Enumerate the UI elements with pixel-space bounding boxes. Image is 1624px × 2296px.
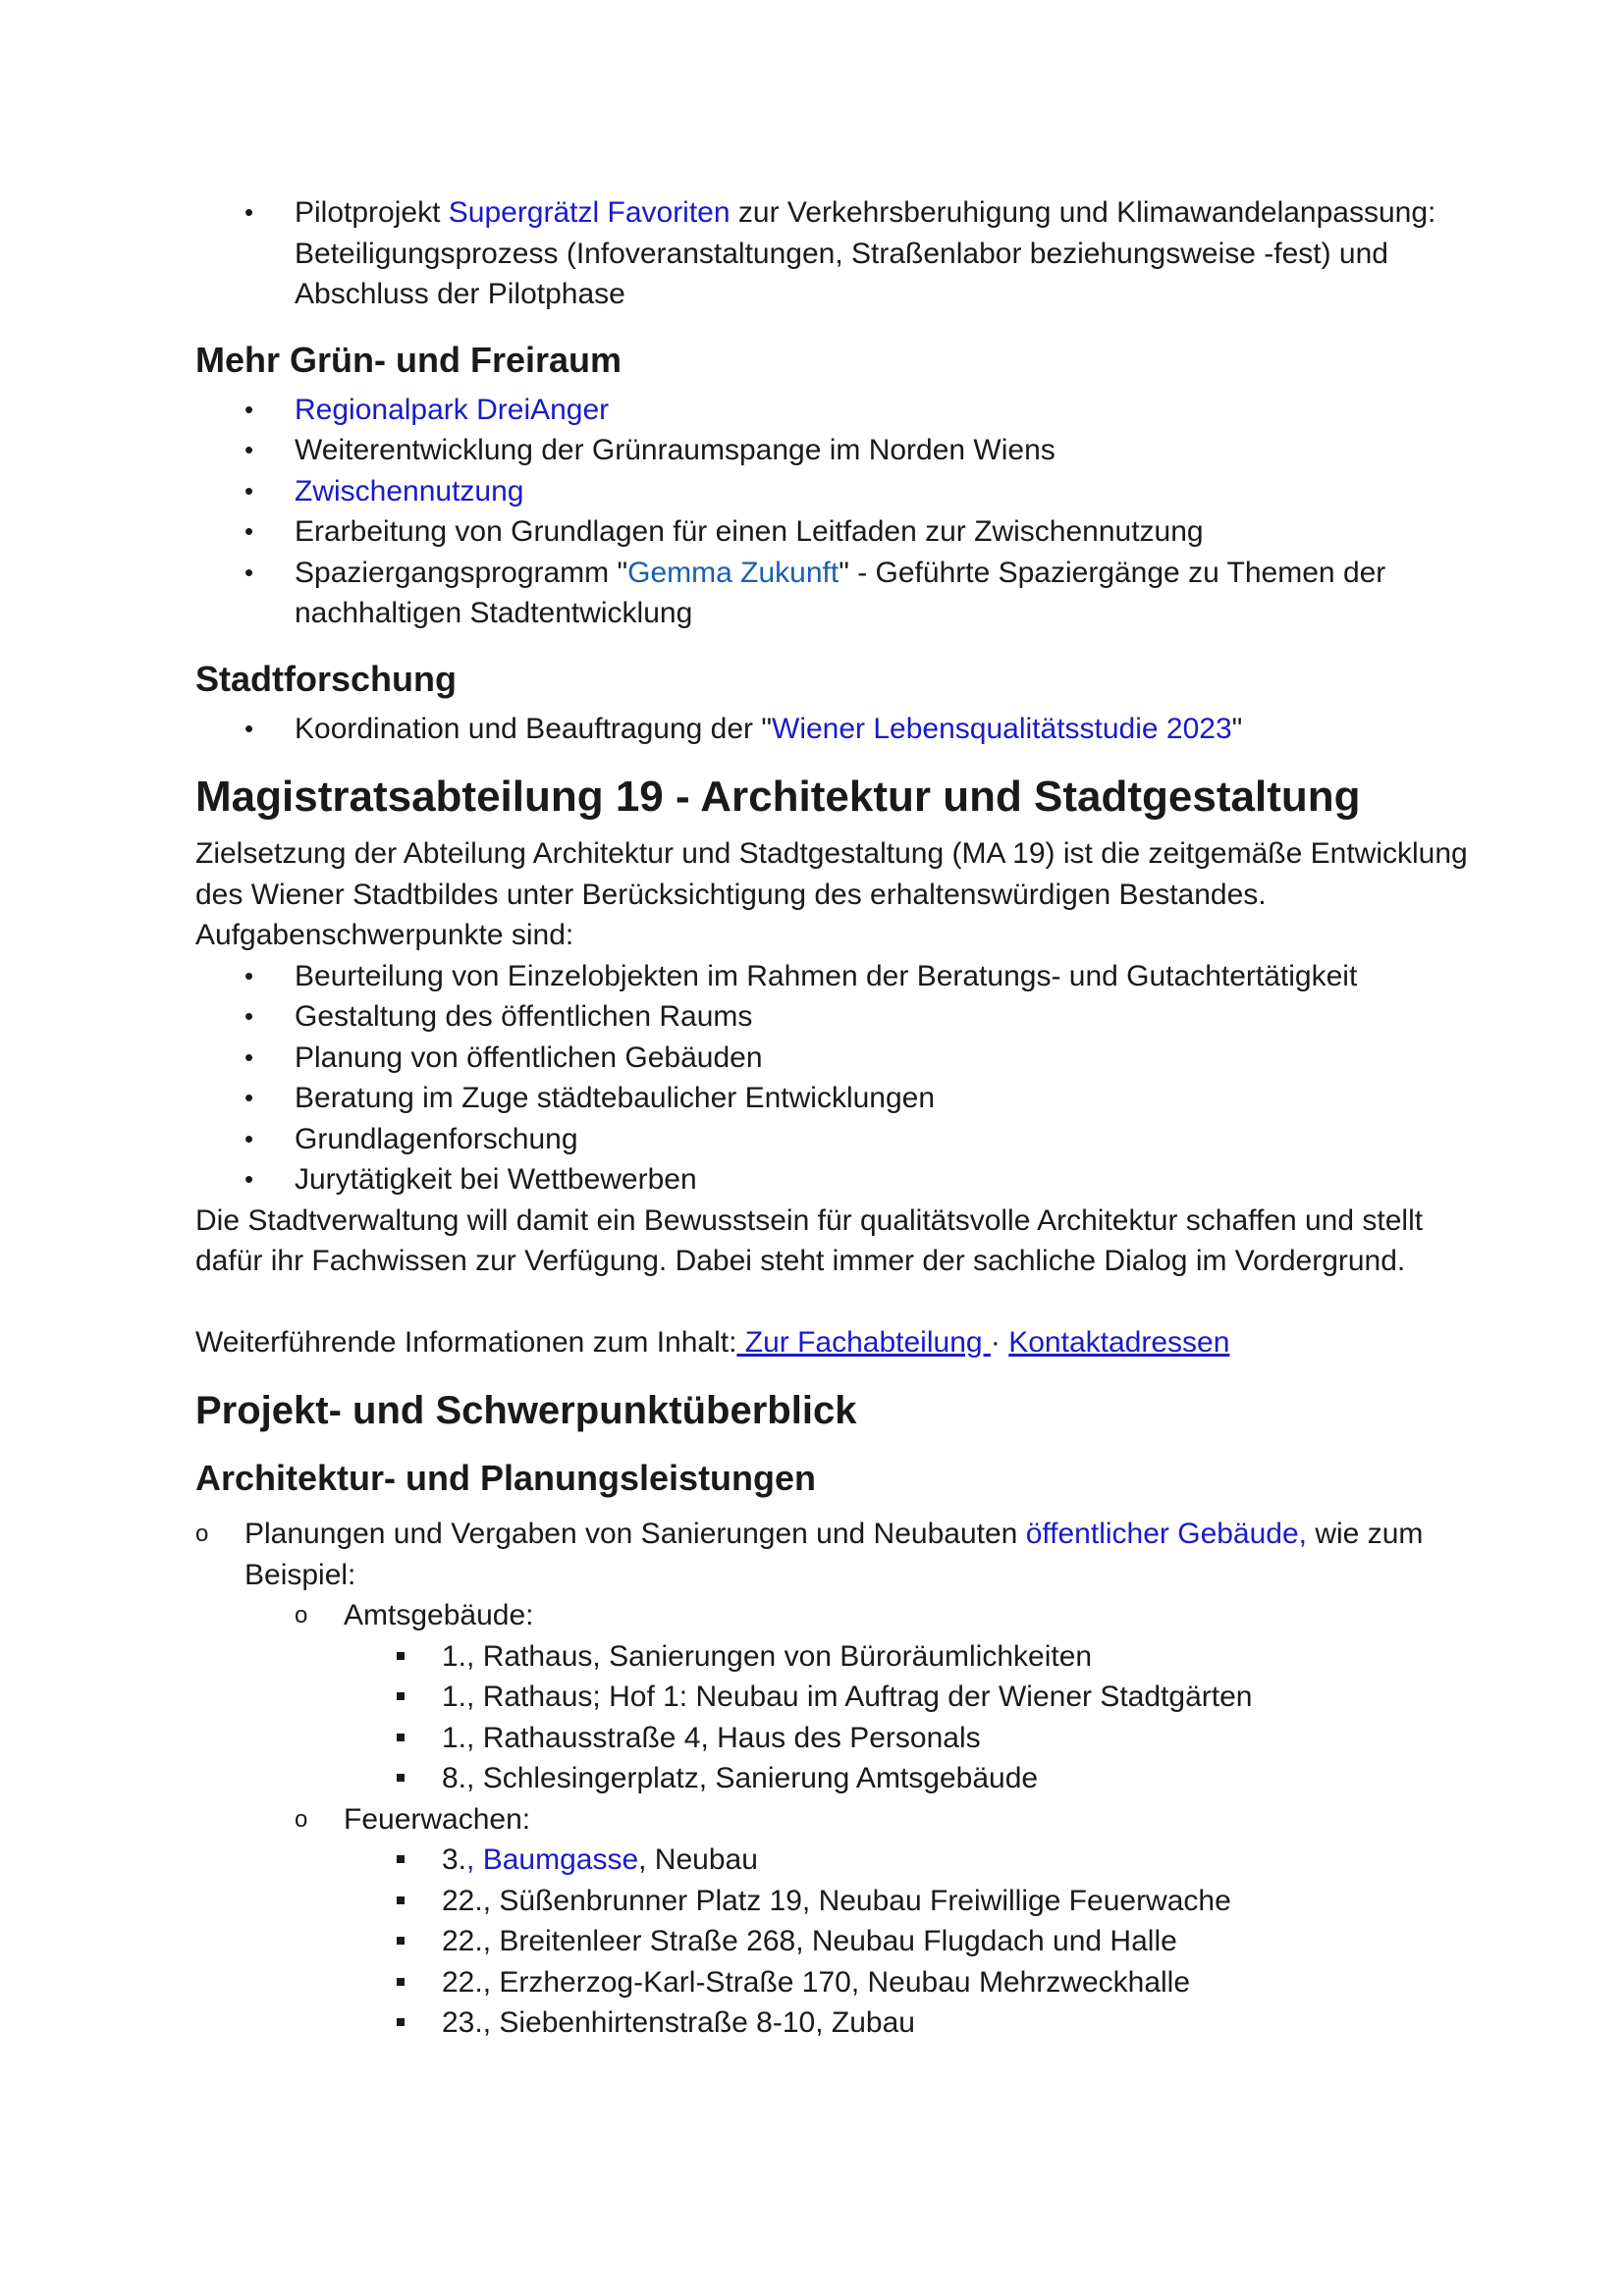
list-item: 1., Rathaus; Hof 1: Neubau im Auftrag der Wiener Stadtgärten xyxy=(195,1677,1472,1718)
kontaktadressen-link[interactable]: Kontaktadressen xyxy=(1008,1325,1230,1359)
heading-architektur-planungsleistungen: Architektur- und Planungsleistungen xyxy=(195,1458,817,1498)
list-item: • Weiterentwicklung der Grünraumspange im Norden Wiens xyxy=(195,430,1472,471)
list-item: 1., Rathaus, Sanierungen von Büroräumlichkeiten xyxy=(195,1636,1472,1678)
list-item xyxy=(195,390,1472,431)
zwischennutzung-link[interactable]: Zwischennutzung xyxy=(295,474,524,507)
list-item: 22., Süßenbrunner Platz 19, Neubau Freiwillige Feuerwache xyxy=(195,1881,1472,1922)
list-item: o Planungen und Vergaben von Sanierungen und Neubauten öffentlicher Gebäude, wie zum Beispiel: xyxy=(195,1514,1472,1595)
ma19-outro: Die Stadtverwaltung will damit ein Bewusstsein für qualitätsvolle Architektur schaffen und stellt dafür ihr Fachwissen zur Verfügung. Dabei steht immer der sachliche Dialog im Vordergrund. xyxy=(195,1203,1424,1277)
list-item: • Gestaltung des öffentlichen Raums xyxy=(195,996,1472,1038)
gemma-zukunft-link[interactable]: Gemma Zukunft xyxy=(627,556,839,589)
ma19-intro: Zielsetzung der Abteilung Architektur und Stadtgestaltung (MA 19) ist die zeitgemäße Entwicklung des Wiener Stadtbildes unter Berücksichtigung des erhaltenswürdigen Bestandes. Aufgabenschwerpunkte sind: xyxy=(195,837,1468,951)
list-item xyxy=(195,471,1472,512)
list-item: 22., Breitenleer Straße 268, Neubau Flugdach und Halle xyxy=(195,1921,1472,1962)
list-item: o Feuerwachen: xyxy=(195,1799,1472,1841)
list-item: 3., Baumgasse, Neubau xyxy=(195,1840,1472,1881)
list-item: • Beratung im Zuge städtebaulicher Entwicklungen xyxy=(195,1078,1472,1119)
list-item: 8., Schlesingerplatz, Sanierung Amtsgebäude xyxy=(195,1758,1472,1799)
list-item: • Jurytätigkeit bei Wettbewerben xyxy=(195,1159,1472,1201)
page-content xyxy=(195,192,1472,2044)
top-bullet-list xyxy=(195,192,1472,315)
forschung-list xyxy=(195,709,1472,750)
further-info-line: Weiterführende Informationen zum Inhalt: Zur Fachabteilung · Kontaktadressen xyxy=(195,1325,1230,1359)
baumgasse-link[interactable]: , Baumgasse xyxy=(466,1843,639,1876)
projekt-list xyxy=(195,1514,1472,2044)
list-item: o Amtsgebäude: xyxy=(195,1595,1472,1636)
list-item: • Grundlagenforschung xyxy=(195,1119,1472,1160)
heading-projektueberblick: Projekt- und Schwerpunktüberblick xyxy=(195,1389,857,1432)
heading-ma19: Magistratsabteilung 19 - Architektur und Stadtgestaltung xyxy=(195,773,1361,821)
lebensqualitaetsstudie-link[interactable]: Wiener Lebensqualitätsstudie 2023 xyxy=(772,712,1232,745)
supergraetzl-link[interactable]: Supergrätzl Favoriten xyxy=(448,196,731,229)
list-item: • Pilotprojekt Supergrätzl Favoriten zur Verkehrsberuhigung und Klimawandelanpassung: Beteiligungsprozess (Infoveranstaltungen, Straßenlabor beziehungsweise -fest) und Abschluss der Pilotphase xyxy=(195,192,1472,315)
regionalpark-link[interactable]: Regionalpark DreiAnger xyxy=(295,393,610,426)
list-item: • Spaziergangsprogramm "Gemma Zukunft" - Geführte Spaziergänge zu Themen der nachhaltigen Stadtentwicklung xyxy=(195,553,1472,634)
list-item: 23., Siebenhirtenstraße 8-10, Zubau xyxy=(195,2002,1472,2044)
list-item: • Erarbeitung von Grundlagen für einen Leitfaden zur Zwischennutzung xyxy=(195,511,1472,553)
list-item: • Beurteilung von Einzelobjekten im Rahmen der Beratungs- und Gutachtertätigkeit xyxy=(195,956,1472,997)
list-item: • Planung von öffentlichen Gebäuden xyxy=(195,1038,1472,1079)
heading-stadtforschung: Stadtforschung xyxy=(195,658,457,699)
list-item: 1., Rathausstraße 4, Haus des Personals xyxy=(195,1718,1472,1759)
ma19-task-list xyxy=(195,956,1472,1201)
list-item: 22., Erzherzog-Karl-Straße 170, Neubau Mehrzweckhalle xyxy=(195,1962,1472,2003)
list-item: • Koordination und Beauftragung der "Wiener Lebensqualitätsstudie 2023" xyxy=(195,709,1472,750)
fachabteilung-link[interactable]: Zur Fachabteilung xyxy=(736,1325,991,1359)
oeffentliche-gebaeude-link[interactable]: öffentlicher Gebäude, xyxy=(1025,1518,1308,1550)
gruen-list xyxy=(195,390,1472,634)
heading-gruen: Mehr Grün- und Freiraum xyxy=(195,339,623,380)
